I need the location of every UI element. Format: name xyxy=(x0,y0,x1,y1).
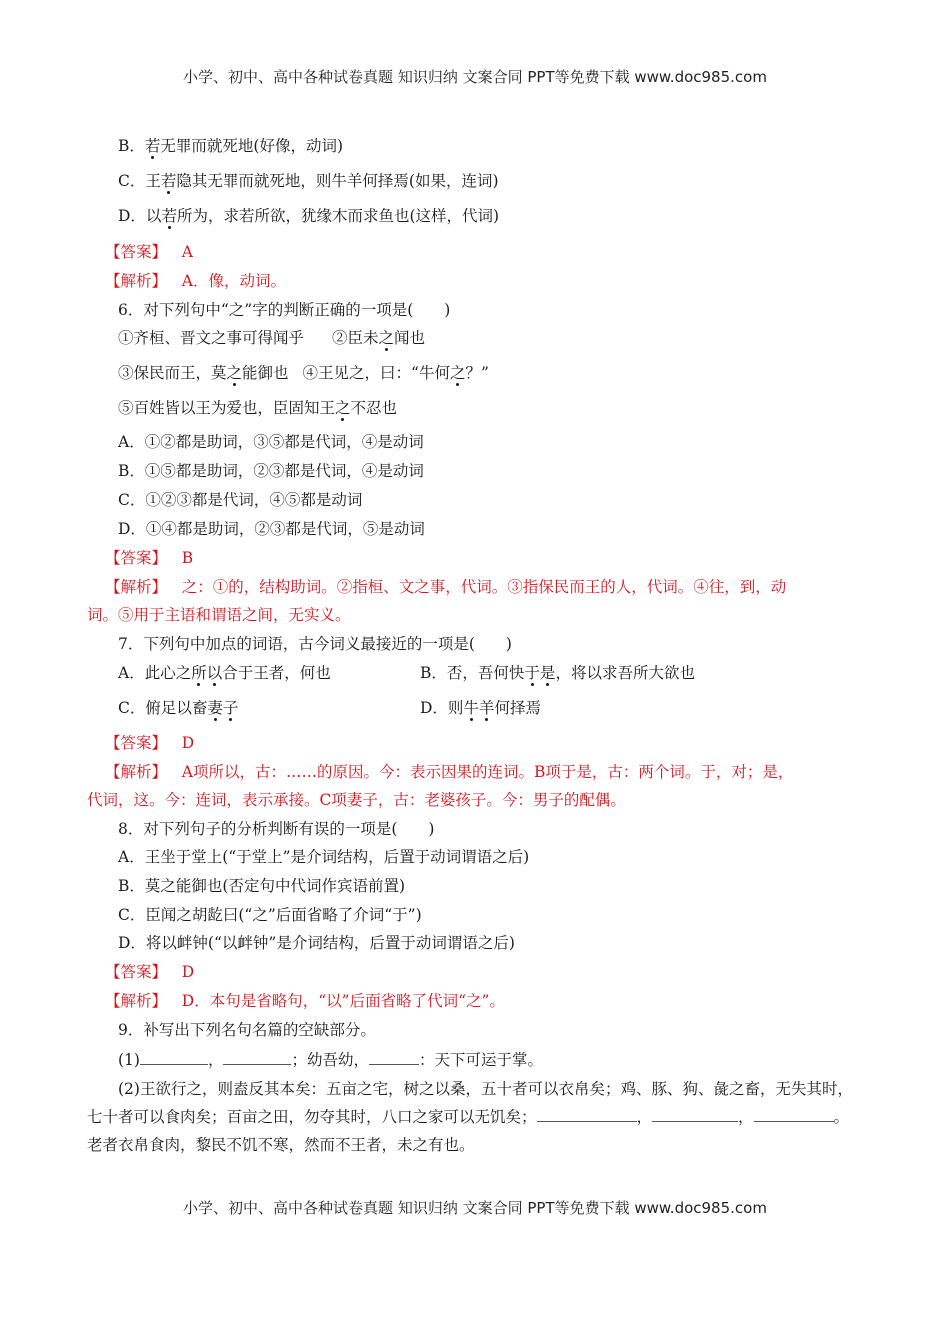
fill-blank[interactable] xyxy=(754,1105,834,1122)
q6-analysis-line1: 【解析】 之：①的，结构助词。②指桓、文之事，代词。③指保民而王的人，代词。④往，到，动 xyxy=(105,578,787,596)
q9-item-2: (2)王欲行之，则盍反其本矣：五亩之宅，树之以桑，五十者可以衣帛矣；鸡、豚、狗、彘之畜，无失其时，七十者可以食肉矣；百亩之田，勿夺其时，八口之家可以无饥矣； ， ， 。老者衣帛食肉，黎民不饥不寒，然而不王者，未之有也。 xyxy=(87,1080,853,1154)
q8-stem: 8．对下列句子的分析判断有误的一项是( ) xyxy=(118,820,435,838)
fill-blank[interactable] xyxy=(652,1105,738,1122)
q7-analysis-line1: 【解析】 A项所以，古：……的原因。今：表示因果的连词。B项于是，古：两个词。于，对；是， xyxy=(105,763,794,781)
q8-analysis: 【解析】 D．本句是省略句，“以”后面省略了代词“之”。 xyxy=(105,992,505,1010)
q6-option-b: B．①⑤都是助词，②③都是代词，④是动词 xyxy=(118,462,424,480)
q9-item-1: (1) ， ；幼吾幼， ：天下可运于掌。 xyxy=(118,1048,543,1071)
q6-analysis-line2: 词。⑤用于主语和谓语之间，无实义。 xyxy=(87,606,351,624)
q7-stem: 7．下列句中加点的词语，古今词义最接近的一项是( ) xyxy=(118,635,512,653)
q8-option-d: D．将以衅钟(“以衅钟”是介词结构，后置于动词谓语之后) xyxy=(118,934,515,952)
q7-answer: 【答案】 D xyxy=(105,734,195,752)
emphasis-char: 若 xyxy=(161,207,177,225)
q6-sentences-1-2: ①齐桓、晋文之事可得闻乎 ②臣未之闻也 xyxy=(118,329,426,347)
q7-analysis-line2: 代词，这。今：连词，表示承接。C项妻子，古：老婆孩子。今：男子的配偶。 xyxy=(87,791,626,809)
q5-analysis: 【解析】 A．像，动词。 xyxy=(105,272,286,290)
q7-option-a: A．此心之所以合于王者，何也 xyxy=(118,664,331,682)
q6-answer: 【答案】 B xyxy=(105,549,194,567)
q8-option-c: C．臣闻之胡龁曰(“之”后面省略了介词“于”) xyxy=(118,906,422,924)
q5-option-d: D．以若所为，求若所欲，犹缘木而求鱼也(这样，代词) xyxy=(118,207,500,225)
page-footer: 小学、初中、高中各种试卷真题 知识归纳 文案合同 PPT等免费下载 www.doc985.com xyxy=(183,1199,767,1217)
q9-stem: 9．补写出下列名句名篇的空缺部分。 xyxy=(118,1021,376,1039)
q8-option-a: A．王坐于堂上(“于堂上”是介词结构，后置于动词谓语之后) xyxy=(118,848,530,866)
q6-sentences-3-4: ③保民而王，莫之能御也 ④王见之，曰：“牛何之？” xyxy=(118,364,489,382)
q7-option-c: C．俯足以畜妻子 xyxy=(118,699,239,717)
emphasis-char: 若 xyxy=(144,137,161,155)
q6-option-a: A．①②都是助词，③⑤都是代词，④是动词 xyxy=(118,433,424,451)
q5-option-c: C．王若隐其无罪而就死地，则牛羊何择焉(如果，连词) xyxy=(118,172,499,190)
fill-blank[interactable] xyxy=(537,1105,637,1122)
q7-option-b: B．否，吾何快于是，将以求吾所大欲也 xyxy=(420,664,695,682)
fill-blank[interactable] xyxy=(140,1048,208,1065)
q6-stem: 6．对下列句中“之”字的判断正确的一项是( ) xyxy=(118,301,451,319)
page-header: 小学、初中、高中各种试卷真题 知识归纳 文案合同 PPT等免费下载 www.doc985.com xyxy=(183,68,767,86)
fill-blank[interactable] xyxy=(369,1048,419,1065)
fill-blank[interactable] xyxy=(223,1048,291,1065)
q6-option-d: D．①④都是助词，②③都是代词，⑤是动词 xyxy=(118,520,425,538)
emphasis-char: 若 xyxy=(160,172,177,190)
q5-option-b: B．若无罪而就死地(好像，动词) xyxy=(118,137,344,155)
q7-option-d: D．则牛羊何择焉 xyxy=(420,699,541,717)
q8-answer: 【答案】 D xyxy=(105,963,195,981)
q6-sentence-5: ⑤百姓皆以王为爱也，臣固知王之不忍也 xyxy=(118,399,398,417)
q8-option-b: B．莫之能御也(否定句中代词作宾语前置) xyxy=(118,877,405,895)
q5-answer: 【答案】 A xyxy=(105,243,193,261)
q6-option-c: C．①②③都是代词，④⑤都是动词 xyxy=(118,491,363,509)
